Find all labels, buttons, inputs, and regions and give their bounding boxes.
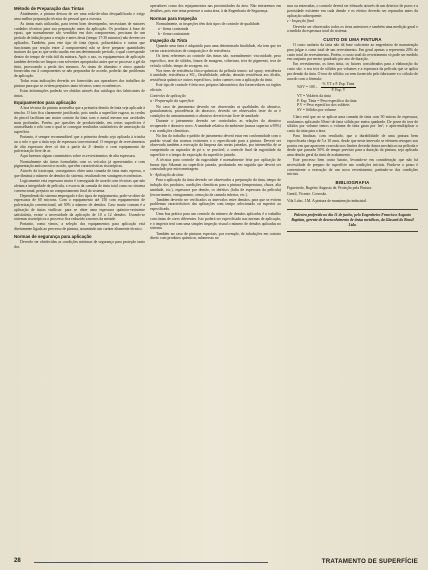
paragraph: Dependendo do sistema empregado e dos tipos de equipamento, pode-se obter de espessuras de 60 microns. Com o equipamento até 150 com equipamentos de pulverização convencional, até 50% o número de demãos. Caso muito comum é a aplicação de tintas vinílicas: para se obter uma espessura químico-resistente satisfatória, existe a necessidade da aplicação de 10 a 12 demãos. Usando-se sistemas tixotrópicos o processo fica reduzido a menos da metade. bbox=[14, 193, 145, 222]
bibliography-entry: Figueiredo, Rogério Augusto de. Proteção pela Pintura. bbox=[287, 186, 373, 191]
heading-tint-preparation: Método de Preparação das Tintas bbox=[14, 6, 84, 11]
heading-inspection: Normas para Inspeção bbox=[150, 15, 198, 21]
footer-divider bbox=[34, 562, 268, 563]
legend-item: P.V = Peso específico dos voláteis bbox=[297, 103, 350, 108]
formula-fraction bbox=[321, 82, 357, 93]
formula-numerator: % VT x P. Esp. Tinta bbox=[322, 82, 355, 87]
paragraph: Uma boa prática para um controle do número de demãos aplicadas é o trabalho com tintas de cores diferentes. Isto poderá ser especificado nas normas de aplicação, e o inspetor terá com uma simples inspeção visual o número de demãos aplicadas no sistema. bbox=[150, 212, 281, 231]
paragraph: mar ou enterradas, o controle deverá ser efetuado através de um detector de poros e a porosidade existente em cada demão e os efeitos deverão ser reparados antes da aplicação subsequente. bbox=[287, 4, 418, 18]
paragraph: Os itens referentes ao controle das tintas são, normalmente: viscosidade, peso específico, teor de sólidos, finura de moagem, cobertura, teor de pigmento, teor de veículo sólido, tempo de secagem, etc. bbox=[150, 54, 281, 68]
legend-item: SV = Sólidos por volume bbox=[297, 108, 337, 113]
paragraph: A técnica para controle da rugosidade é normalmente feita por aplicação de barras tipo Sikomat na superfície jateada, produzindo em seguida que deverá ser controlado por micrometragem. bbox=[150, 157, 281, 172]
paragraph: Também deverão ser verificados os intervalos entre demãos, para que se evitem problemas característicos das aplicações com tempo selecionado ou superior ao especificado. bbox=[150, 197, 281, 212]
paragraph: Também no caso de pinturas especiais, por exemplo, de tubulações em contato direto com produtos químicos, submersas no bbox=[150, 231, 281, 241]
paragraph: Estas informações poderão ser obtidas através das catálogos dos fabricantes de tintas. bbox=[14, 88, 145, 98]
column-1 bbox=[14, 4, 145, 554]
paragraph: Para finalizar, com resultado, que a durabilidade de uma pintura bem especificada chega de 5 a 10 anos, desde que neste intervalo se efetuem retoques nos pontos em que aparecem corrosão nos limites deverão danos mecânicos na película e desde que passado 50% de tempo previsto para a duração da pintura, seja aplicada uma demão geral da tinta de acabamento. bbox=[287, 134, 418, 158]
heading-bibliography: BIBLIOGRAFIA bbox=[335, 180, 370, 186]
paragraph: Portanto, é sempre recomendável que a primeira demão seja aplicada à trincha ou a rolo e que a tinta seja de espessura convencional. O emprego de revestimentos de alta espessura deve só dar a partir da 2ª demão e com equipamento de pulverização livre de ar. bbox=[14, 135, 145, 154]
journal-title: TRATAMENTO DE SUPERFÍCIE bbox=[321, 558, 418, 565]
subheading-application-control: Controles de aplicação bbox=[150, 93, 186, 98]
heading-paint-cost: CUSTO DE UMA PINTURA bbox=[323, 37, 382, 42]
paragraph: Para a aplicação da tinta deverão ser observados a preparação da tinta, tempo de indução dos produtos, condições climáticas para a pintura (temperatura, chuva, alta umidade, etc.), espessura por demão, os defeitos (falta de espessura da película) (escorrimento, enrugamento, remoção da camada inferior, etc.). bbox=[150, 178, 281, 197]
bibliography-list bbox=[287, 186, 418, 203]
paragraph: Normalmente são tintas formuladas com os veículos já apresentados e com pigmentação anticorrosiva ou não, que têm características tixotrópicas. bbox=[14, 159, 145, 169]
paragraph: Logicamente esta espessura maior é conseguida de acordo com técnicas que não afetam a integridade da película, e escorra da camada de tinta total como no sistema convencional, prejuízo no comportamento final do sistema. bbox=[14, 179, 145, 193]
bibliography-entry: Gentil, Vicente. Corrosão. bbox=[287, 192, 328, 197]
formula-legend bbox=[297, 94, 418, 113]
paragraph: Portanto, como vimos, a seleção dos equipamentos para aplicação está diretamente ligada ao processo de pintura, assumindo um caráter altamente técnico. bbox=[14, 222, 145, 232]
subheading-surface-preparation: a - Preparação da superfície bbox=[150, 99, 195, 104]
heading-safety: Normas de segurança para aplicação bbox=[14, 233, 92, 239]
column-3 bbox=[287, 4, 418, 554]
page-footer bbox=[14, 558, 418, 568]
column-2 bbox=[150, 4, 281, 554]
paragraph: As tintas mais utilizadas, para terem bom desempenho, necessitam de maiores cuidados técnicos para sua preparação antes da aplicação. Os produtos à base de epoxi, que normalmente são vendidos em dois componentes, precisam de um período de indução para a reação e antes desta (tempo 17:30 minutos) não devem ser aplicados. Também, para este tipo de tinta (epoxi, poliuretânica e outras que funcionam por reação entre 2 componentes) não se deve preparar quantidades maiores do que as que serão usadas em um determinado período, o qual corresponde dentro do tempo de vida útil da mistura. Após o uso, os equipamentos de aplicação também deverão ser limpos com solventes apropriados antes que se processe a gel da tinta, provocando a perda dos mesmos. As tintas de alumínio e zinco quando fornecidas em 2 componentes se não preparadas de acordo, poderão dar problemas de aplicação. bbox=[14, 21, 145, 79]
list-item: b - firma contratante bbox=[158, 31, 190, 36]
subheading-final-inspection: c - Inspeção final bbox=[287, 19, 314, 24]
list-item: a - firma contratada bbox=[158, 26, 189, 31]
formula-lhs: %SV = 100 – bbox=[297, 85, 318, 90]
paragraph: operadores como dos equipamentos nas proximidades da área. Não entraremos em detalhes, pois este tema pertence a outra área, à da Engenharia de Segurança. bbox=[150, 4, 281, 13]
paragraph: Quando uma tinta é adquirida para uma determinada finalidade, ela tem que ter certas características de composição e de resistência. bbox=[150, 44, 281, 54]
paragraph: Claro está que ao se aplicar uma camada de tinta com 50 micras de espessura, rotularmos aplicando 50cm³ de tinta sólida por metro quadrado. De posse do teor de sólidos por volume temos o volume de tinta gasta por 1m², e após-multiplicar o custo da tinta para a área. bbox=[287, 114, 418, 134]
paragraph: Todas estas indicações deverão ser fornecidas aos operadores dos trabalhos de pintura para que se evitem prejuízos tanto técnicos como econômicos. bbox=[14, 79, 145, 88]
paragraph: Aqui faremos alguns comentários sobre os revestimentos de alta espessura. bbox=[20, 154, 136, 159]
paragraph: Durante o jateamento deverão ser controlados as relações do abrasivo recuperado e abrasivo novo. A umidade relativa do ambiente (nunca superior a 85%) e as condições climáticas. bbox=[150, 119, 281, 133]
paragraph: Deverão ser obedecidas as condições mínimas de segurança para proteção tanto dos bbox=[14, 239, 145, 249]
paragraph: Nos itens de resistência físico-químicas da película temos: sol spray, resistência à umidade, resistência a SO₂, flexibilidade, adesão, abrasão resistência aos álcalis, resistência química e outros específicos, todos cuentes com a aplicação da tinta. bbox=[150, 68, 281, 83]
formula-denominator: P. Esp. V bbox=[331, 88, 346, 93]
heading-equipment: Equipamentos para aplicação bbox=[14, 100, 76, 106]
paragraph: Em revestimento, os itens tinta, os fatores considerados para a elaboração do custo são: o seu teor de sólidos por volumes e a espessura da película que se aplica por demão da tinta. O teor de sólidos ou vem fornecido pelo fabricante e o cálculo de acordo com a fórmula: bbox=[287, 62, 418, 81]
paragraph: No caso de jateamento deverão ser observadas as qualidades do abrasivo, granulometria, procedência do abrasivo, deverão ser observados teste do ar e condições do armazenamento o abrasivo deverá estar livre de umidade. bbox=[150, 104, 281, 119]
paragraph: O custo unitário da tinta não dá base suficiente ao engenheiro de manutenção para julgar o custo total de um revestimento. Em geral apenas a representa 20% do custo total do revestimento. Porém, o custo total do revestimento só pode ser medido em conjunto por metro quadrado por ano de duração. bbox=[287, 43, 418, 62]
paragraph: Através da tixotropia, conseguimos obter uma camada de tinta mais espessa, o que diminui o número de demãos do sistema, resultando em vantagens econômicas. bbox=[14, 169, 145, 179]
paragraph: Atualmente, a pintura deixou de ser uma roda-de-obra desqualificada e exige uma melhor preparação técnica do pessoal que a executa. bbox=[14, 12, 145, 21]
lecture-note-box: Palestra proferida no dia 11 de junho, pelo Engenheiro Francisco Augusto Baptista, gerente de desenvolvimento de tintas metálicas, da Glasurit do Brasil Ltda. bbox=[287, 209, 418, 231]
paragraph: Normalmente, as inspeções têm dois tipos de controle de qualidade. bbox=[156, 21, 261, 26]
subheading-tint-inspection: Inspeção da Tinta bbox=[150, 38, 188, 44]
paragraph: Este processo bem conto barato, levando-se em consideração que não há necessidade de preparo de superfície nas condições iniciais. Finda-se o prazo é conveniente a execução de um novo revestimento, partindo-se das condições iniciais. bbox=[287, 158, 418, 177]
paragraph: No fim do trabalho e padrão de jateamento deverá estar em conformidade com o padrão visual das normas existentes e o especificado para a pintura. Deverá ser observada também a execução da limpeza das areias jateadas, por intermédio de ar comprimido ou aspirador de pó e, se possível, o controle final da rugosidade da superfície e o tempo de exposição da superfície jateada. bbox=[150, 133, 281, 157]
paragraph: A boa técnica da pintura aconselha que a primeira demão de tinta seja aplicada à trincha. O fato fica claramente justificado, pois sendo a superfície rugosa, as cerdas do pincel facilitam um maior contato da tinta com o metal mesmo nas cavidades mais profundas. Porém, por questões de produtividade, em certas superfícies é aconselhado o rolo com o qual se consegue resultados satisfatórios de umectação da superfície. bbox=[14, 106, 145, 135]
legend-item: P. Esp. Tinta = Peso específico da tinta bbox=[297, 98, 357, 103]
paragraph: Este tipo de controle é feito nos próprios laboratórios dos fornecedores ou órgãos oficiais. bbox=[150, 83, 281, 92]
legend-item: VT = Voláteis da tinta bbox=[297, 93, 331, 98]
solids-formula bbox=[297, 82, 418, 93]
bibliography-entry: Vila Lobo, J.M. A pintura de manutenção industrial. bbox=[287, 198, 367, 203]
page-number: 28 bbox=[14, 558, 21, 564]
subheading-tint-application: b - Aplicação da tinta bbox=[150, 173, 184, 178]
paragraph: Deverão ser observados todos os itens anteriores e também uma medição geral e a medida da espessura total do sistema. bbox=[287, 24, 418, 34]
